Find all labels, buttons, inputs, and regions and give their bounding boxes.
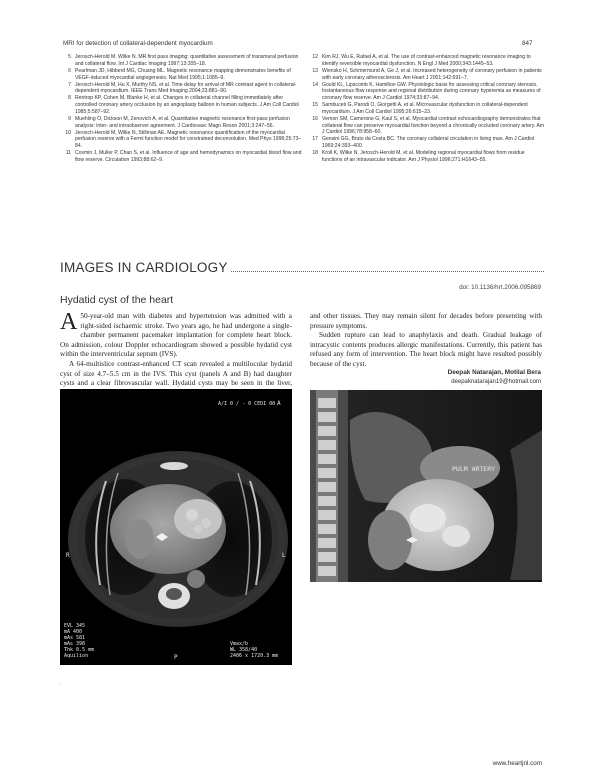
reference-item (60, 68, 306, 81)
label-pulm-artery: PULM ARTERY (452, 465, 496, 473)
reference-number: 15 (312, 102, 318, 109)
dotted-rule (231, 271, 544, 272)
reference-item (60, 130, 306, 150)
reference-text: Jerosch-Herold M, Wilke N, Stillman AE. Magnetic resonance quantification of the myocardial perfusion reserve with a Fermi function model for constrained deconvolution. Med Phys 1998;25:73–84. (75, 129, 302, 150)
ct-panel-b (310, 390, 542, 582)
ct-info-line: Thk 0.5 mm (64, 647, 95, 653)
paragraph-1 (60, 309, 292, 360)
reference-item (60, 116, 306, 129)
ct-panel-a (60, 389, 292, 665)
ct-info-line: mAs 581 (64, 635, 86, 641)
reference-text: Jerosch-Herold M, Hu X, Murthy NS, et al. Time delay for arrival of MR contrast agent in collateral-dependent myocardium. IEEE Trans Med Imaging 2004;23:881–90. (75, 81, 297, 95)
reference-text: Pearlman JD, Hibberd MG, Chuang ML. Magnetic resonance mapping demonstrates benefits of VEGF-induced myocardial angiogenesis. Nat Med 1995;1:1085–9. (75, 67, 291, 81)
article-title: Hydatid cyst of the heart (60, 294, 174, 306)
paragraph-4: Sudden rupture can lead to anaphylaxis and death. Gradual leakage of intracystic contents produces allergic manifestations. Currently, this patient has refused any form of intervention. The heart block might have resulted possibly because of the cyst. (310, 331, 542, 368)
reference-item (60, 150, 306, 163)
reference-text: Cosmin J, Muller P, Chan S, et al. Influence of age and hemodynamics on myocardial blood flow and flow reserve. Circulation 1993;88:62–9. (75, 150, 302, 163)
section-header (60, 260, 546, 275)
reference-number: 8 (68, 95, 71, 102)
reference-item (307, 136, 545, 149)
reference-number: 11 (65, 150, 71, 157)
body-column-left (60, 309, 292, 398)
label-cyst: CYST (430, 524, 446, 532)
reference-item (60, 82, 306, 95)
ct-top-right-label: A/I 0 / - 0 CEDI 00 (218, 401, 276, 407)
reference-text: Gould KL, Lipscomb K, Hamilton GW. Physiologic basis for assessing critical coronary stenosis. Instantaneous flow response and regional distribution during coronary hyperemia as measures of coronary flow reserve. Am J Cardiol 1974;33:87–94. (322, 81, 541, 101)
ct-info-line-right: WL 358/40 (230, 647, 258, 653)
reference-item (307, 116, 545, 136)
reference-number: 9 (68, 115, 71, 122)
ct-bottom-center: P (174, 654, 178, 661)
doi: doi: 10.1136/hrt.2006.095869 (459, 284, 541, 291)
body-column-right (310, 312, 542, 370)
reference-number: 7 (68, 81, 71, 88)
reference-list-right (307, 54, 545, 164)
reference-text: Rentrop KP, Cohen M, Blanke H, et al. Changes in collateral channel filling immediately after controlled coronary artery occlusion by an angioplasty balloon in human subjects. J Am Coll Cardiol 1985;5:587–92. (75, 95, 299, 115)
reference-item (307, 102, 545, 115)
ct-axial-image (60, 389, 292, 665)
reference-item (307, 82, 545, 102)
panel-letter-a: A (277, 400, 281, 407)
paragraph-1-text: 50-year-old man with diabetes and hypertension was admitted with a right-sided ischaemic stroke. Two years ago, he had undergone a single-chamber permanent pacemaker implantation for complete heart block. On admission, colour Doppler echocardiogram showed a possible hydatid cyst within the interventricular septum (IVS). (60, 312, 292, 359)
reference-number: 6 (68, 67, 71, 74)
reference-text: Muehling O, Dickson M, Zenovich A, et al. Quantitative magnetic resonance first-pass perfusion analysis: inter- and intraobserver agreement. J Cardiovasc Magn Reson 2001;3:247–56. (75, 115, 290, 129)
reference-item (60, 54, 306, 67)
footer-url: www.heartjnl.com (492, 760, 542, 767)
ct-info-line-right: 2406 x 1720.3 mm (230, 653, 279, 659)
authors: Deepak Natarajan, Motilal Bera (447, 369, 541, 376)
ct-info-line: Aquilion (64, 653, 89, 659)
reference-number: 5 (68, 54, 71, 60)
section-title: IMAGES IN CARDIOLOGY (60, 260, 228, 275)
reference-number: 13 (312, 67, 318, 74)
dropcap: A (60, 309, 78, 335)
ct-info-line: EVL 345 (64, 623, 86, 629)
reference-number: 16 (312, 115, 318, 122)
reference-text: Jerosch-Herold M, Wilke N. MR first pass imaging: quantitative assessment of transmural perfusion and collateral flow. Int J Cardiac Imaging 1997;13:205–18. (75, 54, 299, 67)
reference-item (307, 150, 545, 163)
reference-number: 17 (312, 136, 318, 143)
reference-number: 14 (312, 81, 318, 88)
page-number: 847 (522, 40, 533, 47)
reference-text: Gensini GG, Bruto da Costa BC. The coronary collateral circulation in living man. Am J Cardiol 1969;24:393–400. (322, 136, 535, 150)
reference-item (307, 68, 545, 81)
reference-item (60, 95, 306, 115)
ct-info-line-right: Vmax/b (230, 641, 249, 647)
reference-number: 10 (65, 129, 71, 136)
author-email: deepaknatarajan19@hotmail.com (451, 379, 541, 385)
reference-text: Sambuceti G, Parodi O, Giorgetti A, et al. Microvascular dysfunction in collateral-dependent myocardium. J Am Coll Cardiol 1995;26:615–23. (322, 102, 528, 115)
reference-list-left (60, 54, 306, 164)
reference-text: Wiensko H, Schmermund A, Ge J, et al. Increased heterogeneity of coronary perfusion in patients with early coronary atherosclerosis. Am Heart J 2001;142:691–7. (322, 67, 542, 81)
paragraph-2: A 64-multislice contrast-enhanced CT scan revealed a multilocular hydatid cyst of size 4.7–5.5 cm in the IVS. This cyst (panels A and B) had daughter cysts and a clear fibrovascular wall. Hydatid cysts may be seen in the liver, (60, 359, 292, 388)
reference-number: 12 (312, 54, 318, 60)
corner-mark: . (60, 680, 62, 686)
ct-side-r: R (66, 552, 70, 559)
reference-item (307, 54, 545, 67)
ct-sagittal-image (310, 390, 542, 582)
running-head: MRI for detection of collateral-dependent myocardium (63, 40, 213, 47)
ct-info-line: mA 400 (64, 629, 83, 635)
paragraph-3: and other tissues. They may remain silent for decades before presenting with pressure symptoms. (310, 312, 542, 330)
ct-side-l: L (282, 552, 286, 559)
reference-text: Kroll K, Wilke N, Jerosch-Herold M, et al. Modeling regional myocardial flows from residue functions of an intravascular indicator. Am J Physiol 1996;271:H1643–55. (322, 150, 525, 163)
reference-text: Vernon SM, Camerone G, Kaul S, et al. Myocardial contrast echocardiography demonstrates that collateral flow can preserve myocardial function beyond a chronically occluded coronary artery. Am J Cardiol 1996;78:958–60. (322, 115, 545, 136)
reference-number: 18 (312, 150, 318, 157)
ct-info-line: mAs 398 (64, 641, 86, 647)
reference-text: Kim RJ, Wu E, Rafael A, et al. The use of contrast-enhanced magnetic resonance imaging to identify reversible myocardial dysfunction. N Engl J Med 2000;343:1445–53. (322, 54, 531, 67)
